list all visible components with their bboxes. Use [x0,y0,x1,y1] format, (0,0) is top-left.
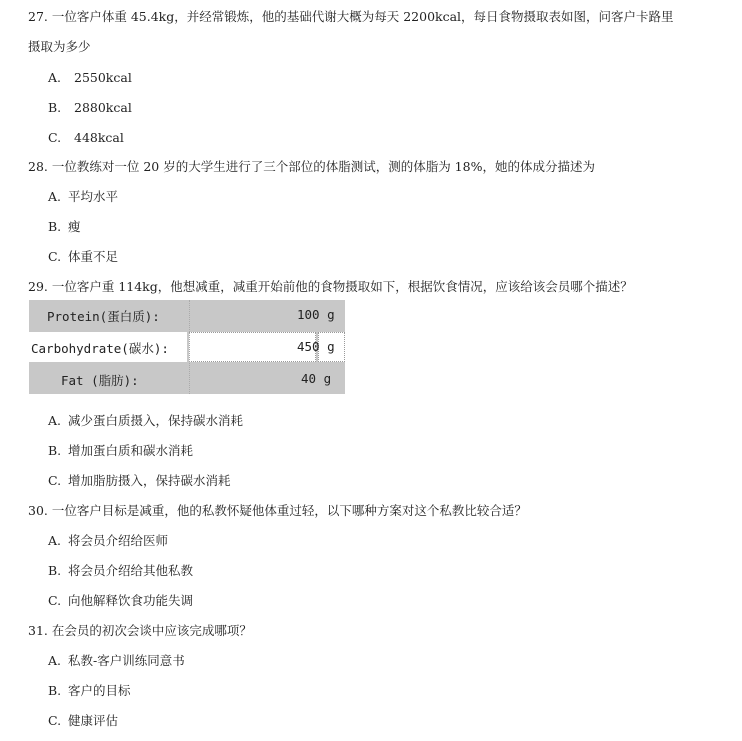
nutrition-row-fat [29,364,345,394]
option-letter: A. [48,653,62,668]
question-27-text: 27. 一位客户体重 45.4kg，并经常锻炼，他的基础代谢大概为每天 2200kcal，每日食物摄取表如图，问客户卡路里 [28,9,674,24]
option-letter: B. [48,683,62,698]
option-29-c[interactable] [48,473,231,489]
option-letter: A. [48,533,62,548]
option-text: 增加蛋白质和碳水消耗 [68,443,194,458]
option-text: 将会员介绍给医师 [68,533,169,548]
option-30-b[interactable] [48,563,193,579]
option-text: 增加脂肪摄入，保持碳水消耗 [68,473,231,488]
option-30-c[interactable] [48,593,193,609]
option-letter: A. [48,413,62,428]
question-27-text-cont: 摄取为多少 [28,39,91,54]
nutrition-row-protein [29,300,345,330]
option-text: 将会员介绍给其他私教 [68,563,194,578]
option-30-a[interactable] [48,533,168,549]
option-letter: C. [48,249,62,264]
option-letter: A. [48,189,62,204]
option-text: 向他解释饮食功能失调 [68,593,194,608]
option-29-a[interactable] [48,413,243,429]
option-letter: B. [48,100,62,115]
nutrition-label: Fat (脂肪): [61,373,139,388]
nutrition-label: Protein(蛋白质): [47,309,160,324]
option-letter: B. [48,443,62,458]
option-text: 2880kcal [74,100,132,115]
option-29-b[interactable] [48,443,193,459]
option-28-a[interactable] [48,189,118,205]
option-31-a[interactable] [48,653,185,669]
option-letter: B. [48,219,62,234]
option-text: 客户的目标 [68,683,131,698]
option-letter: B. [48,563,62,578]
option-text: 448kcal [74,130,124,145]
option-letter: C. [48,473,62,488]
option-27-b[interactable] [48,100,132,116]
nutrition-value: 450 g [297,339,335,354]
option-27-a[interactable] [48,70,132,86]
option-letter: C. [48,593,62,608]
option-letter: A. [48,70,62,85]
option-letter: C. [48,713,62,728]
option-text: 减少蛋白质摄入，保持碳水消耗 [68,413,244,428]
question-31-text: 31. 在会员的初次会谈中应该完成哪项？ [28,623,252,638]
option-text: 私教-客户训练同意书 [68,653,185,668]
nutrition-intake-table [29,300,345,394]
nutrition-value: 40 g [301,371,332,386]
option-text: 瘦 [68,219,81,234]
option-text: 健康评估 [68,713,119,728]
question-30-text: 30. 一位客户目标是减重，他的私教怀疑他体重过轻，以下哪种方案对这个私教比较合适？ [28,503,527,518]
nutrition-row-carbohydrate [29,332,345,362]
nutrition-value: 100 g [297,307,335,322]
option-28-b[interactable] [48,219,81,235]
question-29-text: 29. 一位客户重 114kg，他想减重，减重开始前他的食物摄取如下，根据饮食情况，应该给该会员哪个描述？ [28,279,633,294]
option-28-c[interactable] [48,249,118,265]
option-letter: C. [48,130,62,145]
option-text: 体重不足 [68,249,119,264]
question-28-text: 28. 一位教练对一位 20 岁的大学生进行了三个部位的体脂测试，测的体脂为 18%，她的体成分描述为 [28,159,595,174]
nutrition-label: Carbohydrate(碳水): [31,341,169,356]
option-text: 2550kcal [74,70,132,85]
option-31-c[interactable] [48,713,118,729]
option-text: 平均水平 [68,189,119,204]
option-27-c[interactable] [48,130,124,146]
option-31-b[interactable] [48,683,131,699]
